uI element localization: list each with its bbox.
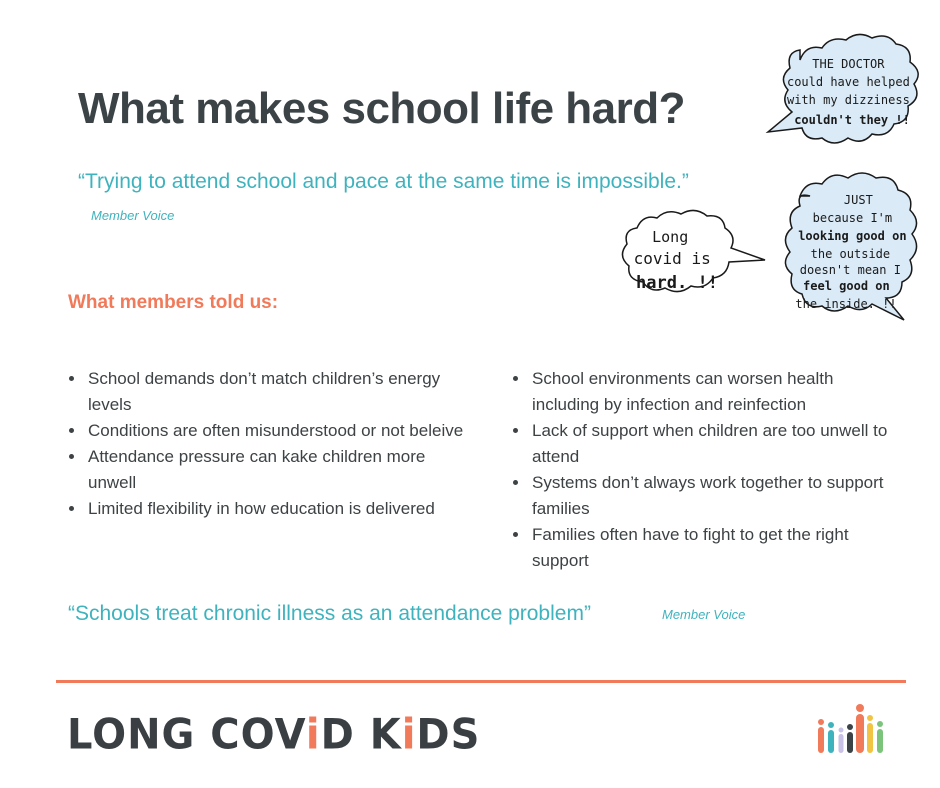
speech-bubble-looking-good [770, 170, 938, 350]
list-item: • School demands don’t match children’s energy levels [86, 366, 476, 418]
bubble-looking-good-line: feel good on [803, 279, 890, 293]
list-item: • Lack of support when children are too unwell to attend [530, 418, 900, 470]
speech-bubble-hard [615, 208, 770, 313]
brand-accent-i-2: i [401, 710, 417, 760]
speech-bubble-doctor [760, 30, 930, 170]
bubble-doctor-line: couldn't they !! [794, 113, 910, 127]
brand-text-1: LONG COV [67, 710, 306, 760]
list-item: • School environments can worsen health including by infection and reinfection [530, 366, 900, 418]
list-item: • Limited flexibility in how education is delivered [86, 496, 476, 522]
brand-text-2: D K [320, 710, 402, 760]
page-title: What makes school life hard? [78, 84, 686, 133]
list-item: • Conditions are often misunderstood or not beleive [86, 418, 476, 444]
bubble-hard-line: Long [652, 228, 689, 246]
bubble-looking-good-line: the outside [810, 247, 891, 261]
section-heading: What members told us: [68, 292, 279, 313]
list-item: • Attendance pressure can kake children more unwell [86, 444, 476, 496]
brand-text-3: DS [416, 710, 481, 760]
member-quote-bottom: “Schools treat chronic illness as an attendance problem” [68, 602, 591, 625]
list-item: • Systems don’t always work together to support families [530, 470, 900, 522]
bubble-looking-good-line: the inside. !! [795, 297, 897, 311]
bubble-hard-line: covid is [633, 249, 711, 268]
bubble-looking-good-line: because I'm [812, 211, 893, 225]
bubble-looking-good-line: doesn't mean I [799, 263, 901, 277]
list-item: • Families often have to fight to get the right support [530, 522, 900, 574]
brand-accent-i-1: i [305, 710, 321, 760]
bullet-list-left [68, 366, 476, 522]
bubble-looking-good-line: looking good on [798, 229, 907, 243]
member-voice-label-bottom: Member Voice [662, 607, 746, 622]
family-figures-logo-icon [815, 700, 891, 756]
member-quote-top: “Trying to attend school and pace at the same time is impossible.” [78, 170, 689, 193]
brand-wordmark [67, 711, 480, 759]
bubble-doctor-line: with my dizziness [786, 93, 910, 107]
bubble-doctor-line: could have helped [786, 75, 910, 89]
bubble-doctor-line: THE DOCTOR [812, 57, 885, 71]
footer-divider [56, 680, 906, 683]
bullet-list-right [512, 366, 900, 574]
bubble-looking-good-line: JUST [843, 193, 873, 207]
bubble-hard-line: hard. !! [636, 273, 718, 293]
member-voice-label-top: Member Voice [91, 208, 175, 223]
